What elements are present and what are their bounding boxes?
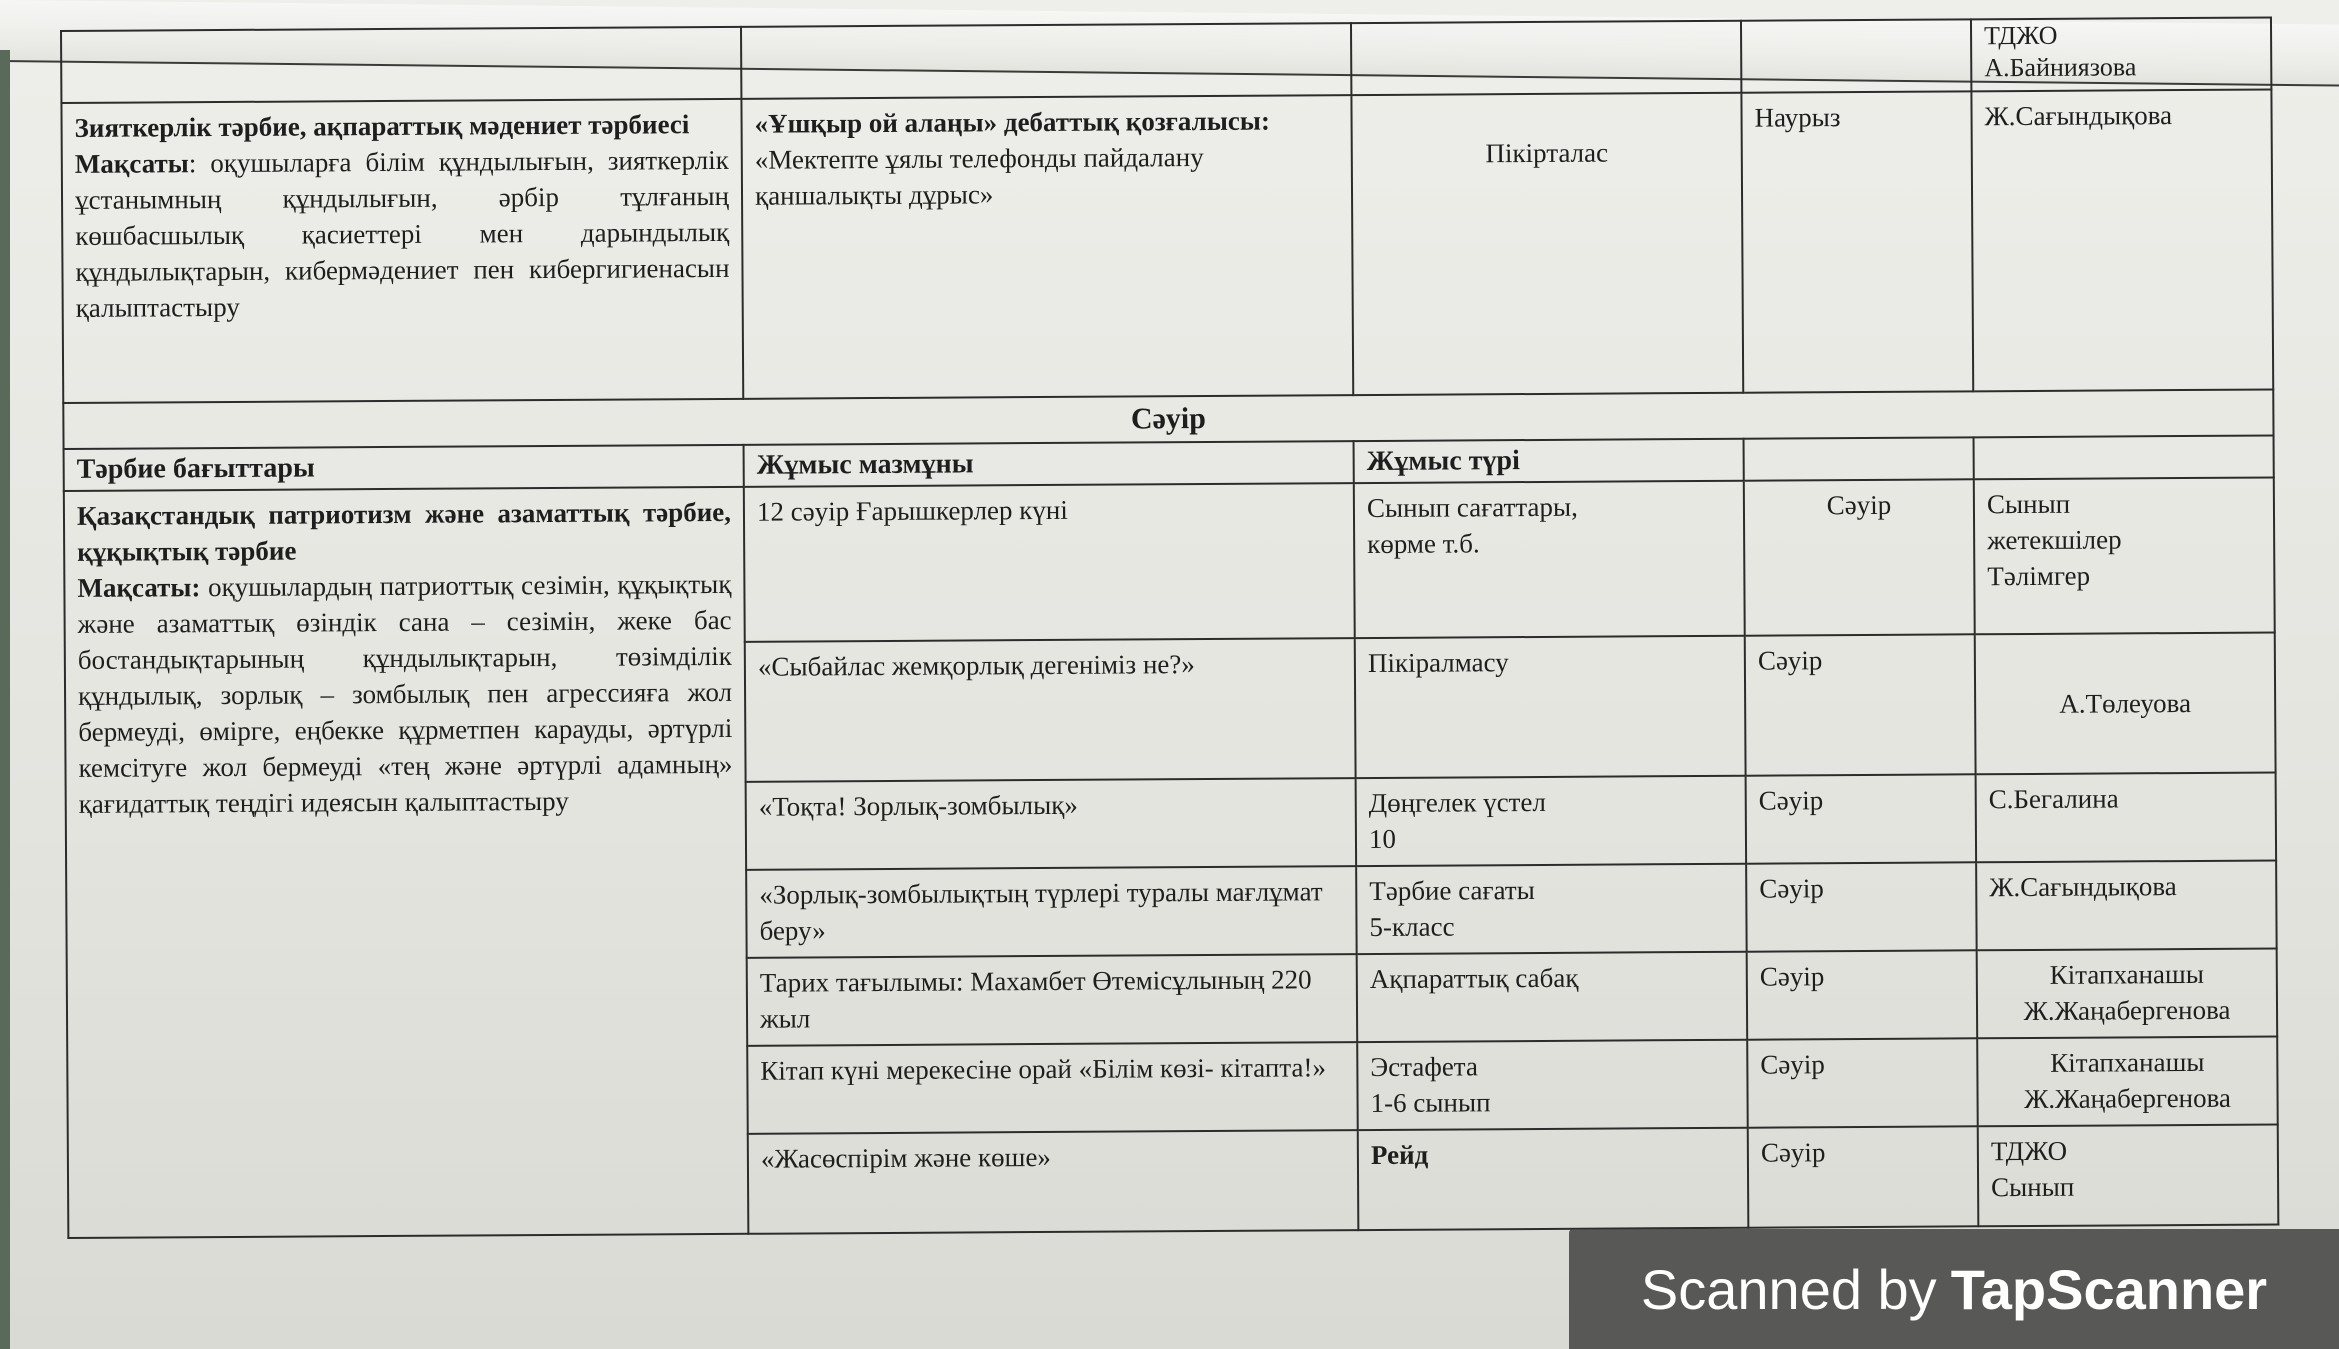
cell-direction	[61, 99, 743, 403]
cell-type	[1351, 21, 1741, 95]
cell-content: «Зорлық-зомбылықтың түрлері туралы мағлұмат беру»	[746, 866, 1357, 958]
document-sheet	[60, 16, 2278, 1269]
cell-content	[741, 23, 1351, 99]
direction-title: Зияткерлік тәрбие, ақпараттық мәдениет тәрбиесі	[74, 109, 690, 143]
cell-type: Сынып сағаттары, көрме т.б.	[1354, 481, 1745, 638]
cell-type: Рейд	[1358, 1128, 1749, 1230]
cell-responsible: ТДЖО А.Байниязова	[1971, 17, 2271, 91]
cell-type: Пікіралмасу	[1355, 636, 1746, 778]
scanner-brand: TapScanner	[1950, 1257, 2268, 1321]
cell-type: Тәрбие сағаты 5-класс	[1356, 864, 1747, 954]
cell-month: Сәуір	[1748, 1126, 1979, 1227]
cell-content	[741, 95, 1353, 399]
cell-type: Пікірталас	[1351, 93, 1743, 395]
cell-responsible: Кітапханашы Ж.Жаңабергенова	[1977, 948, 2278, 1038]
cell-responsible: ТДЖО Сынып	[1978, 1124, 2279, 1226]
cell-type: Эстафета 1-6 сынып	[1357, 1040, 1748, 1130]
cell-type: Ақпараттық сабақ	[1357, 952, 1748, 1042]
cell-content: 12 сәуір Ғарышкерлер күні	[744, 483, 1355, 642]
cell-content: «Тоқта! Зорлық-зомбылық»	[746, 778, 1357, 870]
content-text: «Мектепте ұялы телефонды пайдалану қаншалықты дұрыс»	[754, 142, 1204, 211]
cell-content: «Сыбайлас жемқорлық дегеніміз не?»	[745, 638, 1356, 782]
cell-direction	[61, 27, 741, 103]
goal-label: Мақсаты:	[77, 572, 201, 603]
table-row	[61, 17, 2271, 102]
cell-responsible: С.Бегалина	[1976, 772, 2277, 862]
cell-month: Сәуір	[1745, 634, 1976, 775]
cell-content: Кітап күні мерекесіне орай «Білім көзі- кітапта!»	[747, 1042, 1358, 1134]
cell-content: «Жасөспірім және көше»	[748, 1130, 1359, 1234]
month-header: Сәуір	[63, 389, 2273, 448]
content-title: «Ұшқыр ой алаңы» дебаттық қозғалысы:	[754, 105, 1270, 139]
plan-table	[60, 16, 2279, 1238]
scanner-watermark-badge	[1569, 1229, 2339, 1349]
table-row	[61, 89, 2273, 402]
cell-content: Тарих тағылымы: Махамбет Өтемісұлының 220 жыл	[747, 954, 1358, 1046]
header-responsible	[1974, 435, 2274, 479]
cell-month: Сәуір	[1746, 862, 1977, 951]
cell-month: Сәуір	[1744, 479, 1975, 635]
cell-responsible: Кітапханашы Ж.Жаңабергенова	[1977, 1036, 2278, 1126]
goal-text: : оқушыларға білім құндылығын, зияткерлік ұстанымның құндылығын, әрбір тұлғаның көшбасшылық қасиеттері мен дарындылық құндылықтарын, кибермәдениет пен кибергигиенасын қалыптастыру	[74, 144, 730, 323]
header-direction: Тәрбие бағыттары	[64, 445, 744, 491]
page-left-edge	[0, 50, 10, 1349]
cell-responsible: Ж.Сағындықова	[1976, 860, 2277, 950]
cell-responsible: А.Төлеуова	[1975, 632, 2276, 774]
cell-direction-patriotic	[64, 487, 749, 1238]
direction-title: Қазақстандық патриотизм және азаматтық тәрбие, құқықтық тәрбие	[76, 496, 732, 567]
goal-text: оқушылардың патриоттық сезімін, құқықтық және азаматтық өзіндік сана – сезімін, жеке бас бостандықтарының құндылықтарын, төзімділік құндылық, зорлық – зомбылық пен агрессияға жол бермеуді, өмірге, еңбекке құрметпен карауды, әртүрлі кемсітуге жол бермеуді «тең және әртүрлі адамның» қағидаттық теңдігі идеясын қалыптастыру	[77, 568, 733, 819]
cell-responsible: Ж.Сағындықова	[1971, 89, 2273, 391]
scanner-prefix: Scanned by	[1640, 1257, 1937, 1321]
cell-month: Сәуір	[1747, 1038, 1978, 1127]
cell-type: Дөңгелек үстел 10	[1356, 776, 1747, 866]
header-content: Жұмыс мазмұны	[744, 441, 1354, 487]
header-type: Жұмыс түрі	[1354, 439, 1744, 483]
cell-month: Наурыз	[1741, 91, 1973, 392]
cell-responsible: Сынып жетекшілер Тәлімгер	[1974, 477, 2275, 634]
cell-month	[1741, 19, 1971, 92]
table-row	[64, 477, 2275, 645]
cell-month: Сәуір	[1746, 774, 1977, 863]
goal-label: Мақсаты	[74, 148, 189, 179]
header-month	[1744, 437, 1974, 480]
cell-month: Сәуір	[1747, 950, 1978, 1039]
